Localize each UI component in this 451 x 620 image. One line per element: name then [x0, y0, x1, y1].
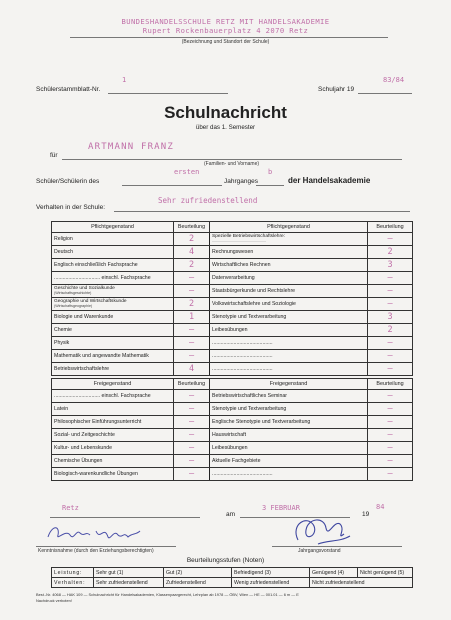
verhalten-4: Nicht zufriedenstellend — [310, 578, 413, 588]
stammblatt-label: Schülerstammblatt-Nr. — [36, 86, 101, 93]
frei-col-grade-right: Beurteilung — [368, 379, 413, 390]
subject-name: Religion — [54, 236, 73, 242]
grade-cell: 3 — [368, 259, 413, 272]
legend-title: Beurteilungsstufen (Noten) — [186, 557, 265, 564]
parent-signature-line — [36, 546, 176, 547]
grade-cell: – — [368, 390, 413, 403]
schuljahr-line — [358, 93, 412, 94]
place-line — [50, 517, 200, 518]
jahrgang-letter: b — [268, 168, 273, 176]
subject-label — [210, 350, 368, 363]
grade-cell: – — [368, 403, 413, 416]
vorstand-caption: Jahrgangsvorstand — [298, 548, 341, 554]
subject-label — [52, 468, 174, 481]
footer-date: 3 FEBRUAR — [262, 504, 300, 512]
table-row — [52, 468, 413, 481]
subject-label — [52, 350, 174, 363]
subject-label — [210, 285, 368, 298]
table-row — [52, 416, 413, 429]
table-row — [52, 311, 413, 324]
subject-name: Geschichte und Sozialkunde — [54, 286, 115, 291]
subject-name: Aktuelle Fachgebiete — [212, 458, 261, 464]
subject-label — [210, 259, 368, 272]
subject-label — [52, 403, 174, 416]
leistung-2: Gut (2) — [164, 568, 232, 578]
subject-label — [52, 298, 174, 311]
subject-name: Hauswirtschaft — [212, 432, 247, 438]
subject-label — [52, 337, 174, 350]
grade-cell: – — [174, 285, 210, 298]
legend-leistung-row — [52, 568, 413, 578]
table-row — [52, 233, 413, 246]
year-prefix: 19 — [362, 511, 370, 518]
grade-cell: – — [174, 429, 210, 442]
subject-label — [210, 272, 368, 285]
grade-cell: – — [368, 468, 413, 481]
grade-cell: – — [368, 337, 413, 350]
pflicht-table — [51, 221, 413, 376]
grade-cell: – — [174, 416, 210, 429]
table-row — [52, 442, 413, 455]
teacher-signature — [284, 510, 364, 550]
subject-label — [210, 455, 368, 468]
leistung-label: Leistung: — [52, 568, 94, 578]
school-caption: (Bezeichnung und Standort der Schule) — [181, 39, 270, 45]
grade-cell: – — [174, 455, 210, 468]
schuljahr-label: Schuljahr 19 — [318, 86, 355, 93]
pflicht-header-row — [52, 222, 413, 233]
subject-label — [52, 246, 174, 259]
subject-name: Stenotypie und Textverarbeitung — [212, 406, 287, 412]
subject-name: Chemische Übungen — [54, 458, 103, 464]
subject-label — [52, 233, 174, 246]
subject-name: ................................ einschl. Fachsprache — [54, 393, 151, 399]
jahrgang-label: Jahrganges — [224, 178, 258, 185]
table-row — [52, 350, 413, 363]
verhalten-3: Wenig zufriedenstellend — [232, 578, 310, 588]
table-row — [52, 455, 413, 468]
school-type: der Handelsakademie — [288, 176, 371, 185]
grade-cell: 2 — [368, 246, 413, 259]
subject-name: Latein — [54, 406, 69, 412]
subject-label — [52, 285, 174, 298]
verhalten-2: Zufriedenstellend — [164, 578, 232, 588]
subject-label — [210, 311, 368, 324]
jahrgang-value: ersten — [174, 168, 200, 176]
subject-name: Sozial- und Zeitgeschichte — [54, 432, 115, 438]
subject-name: Mathematik und angewandte Mathematik — [54, 353, 149, 359]
subject-name: Betriebswirtschaftslehre — [54, 366, 110, 372]
fuer-label: für — [50, 152, 58, 159]
subject-name: .......................................... — [212, 471, 273, 477]
grade-cell: – — [174, 442, 210, 455]
subject-name: Physik — [54, 340, 70, 346]
subject-label — [210, 246, 368, 259]
grade-cell: – — [368, 272, 413, 285]
pflicht-col-grade-right: Beurteilung — [368, 222, 413, 233]
subject-name: Staatsbürgerkunde und Rechtslehre — [212, 288, 296, 294]
table-row — [52, 285, 413, 298]
subject-name: Kultur- und Lebenskunde — [54, 445, 112, 451]
subject-label — [52, 390, 174, 403]
verhalten-label: Verhalten in der Schule: — [36, 204, 106, 211]
subject-label — [210, 429, 368, 442]
verhalten-value: Sehr zufriedenstellend — [158, 196, 258, 205]
grade-cell: 4 — [174, 246, 210, 259]
grade-cell: – — [174, 324, 210, 337]
grade-cell: – — [368, 233, 413, 246]
name-caption: (Familien- und Vorname) — [204, 161, 260, 167]
grade-cell: – — [368, 416, 413, 429]
legend-verhalten-row — [52, 578, 413, 588]
grade-cell: 2 — [174, 259, 210, 272]
subject-name: Englisch einschließlich Fachsprache — [54, 262, 138, 268]
year-value: 84 — [376, 503, 385, 511]
subject-label — [210, 416, 368, 429]
subject-subtitle: (Wirtschaftsgeschichte) — [54, 291, 92, 295]
grade-cell: – — [174, 403, 210, 416]
leistung-3: Befriedigend (3) — [232, 568, 310, 578]
leistung-1: Sehr gut (1) — [94, 568, 164, 578]
subject-subtitle: ...................................................... — [212, 239, 266, 243]
subject-name: .......................................... — [212, 366, 273, 372]
stammblatt-line — [108, 93, 228, 94]
subject-label — [210, 337, 368, 350]
subject-label — [52, 442, 174, 455]
grade-cell: – — [368, 285, 413, 298]
grade-cell: 2 — [368, 324, 413, 337]
kenntnis-caption: Kenntnisnahme (durch den Erziehungsberechtigten) — [38, 548, 154, 554]
frei-col-grade: Beurteilung — [174, 379, 210, 390]
subject-name: Betriebswirtschaftliches Seminar — [212, 393, 287, 399]
subject-name: Spezielle Betriebswirtschaftslehre: — [212, 234, 286, 239]
subject-name: Wirtschaftliches Rechnen — [212, 262, 271, 268]
frei-header-row — [52, 379, 413, 390]
student-name: ARTMANN FRANZ — [88, 142, 175, 152]
subject-label — [210, 403, 368, 416]
grade-cell: – — [174, 350, 210, 363]
pflicht-col-grade: Beurteilung — [174, 222, 210, 233]
school-name-line: BUNDESHANDELSSCHULE RETZ MIT HANDELSAKADEMIE — [121, 17, 330, 26]
jahrgang-line — [122, 185, 222, 186]
stammblatt-number: 1 — [122, 76, 127, 84]
table-row — [52, 390, 413, 403]
pflicht-col-subject-right: Pflichtgegenstand — [210, 222, 368, 233]
grade-cell: – — [174, 272, 210, 285]
grade-cell: – — [368, 455, 413, 468]
jahrgang-letter-line — [256, 185, 284, 186]
subject-name: Stenotypie und Textverarbeitung — [212, 314, 287, 320]
subject-label — [52, 259, 174, 272]
school-address-line: Rupert Rockenbauerplatz 4 2070 Retz — [142, 25, 309, 35]
frei-col-subject-right: Freigegenstand — [210, 379, 368, 390]
legend-table — [51, 567, 413, 588]
grade-cell: 2 — [174, 233, 210, 246]
table-row — [52, 337, 413, 350]
grade-cell: – — [368, 350, 413, 363]
subject-label — [52, 416, 174, 429]
subject-label — [52, 455, 174, 468]
frei-col-subject: Freigegenstand — [52, 379, 174, 390]
subject-label — [210, 298, 368, 311]
grade-cell: – — [174, 468, 210, 481]
subject-label — [52, 311, 174, 324]
leistung-4: Genügend (4) — [310, 568, 358, 578]
table-row — [52, 246, 413, 259]
subject-name: Chemie — [54, 327, 72, 333]
subject-name: Philosophischer Einführungsunterricht — [54, 419, 142, 425]
subject-name: .......................................... — [212, 353, 273, 359]
table-row — [52, 324, 413, 337]
fineprint-2: Nachdruck verboten! — [36, 598, 72, 603]
subject-name: Biologisch-warenkundliche Übungen — [54, 471, 138, 477]
subject-name: .......................................... — [212, 340, 273, 346]
pflicht-col-subject: Pflichtgegenstand — [52, 222, 174, 233]
grade-cell: 2 — [174, 298, 210, 311]
grade-cell: – — [368, 298, 413, 311]
table-row — [52, 259, 413, 272]
frei-table — [51, 378, 413, 481]
grade-cell: – — [174, 337, 210, 350]
subject-label — [210, 363, 368, 376]
grade-cell: – — [368, 442, 413, 455]
grade-cell: 3 — [368, 311, 413, 324]
subject-label — [52, 363, 174, 376]
table-row — [52, 363, 413, 376]
grade-cell: 1 — [174, 311, 210, 324]
subject-label — [210, 442, 368, 455]
parent-signature — [44, 521, 164, 545]
subject-label — [210, 324, 368, 337]
school-name — [0, 18, 451, 35]
grade-cell: 4 — [174, 363, 210, 376]
grade-cell: – — [174, 390, 210, 403]
page-subtitle: über das 1. Semester — [195, 124, 256, 131]
page-title: Schulnachricht — [164, 103, 287, 122]
subject-label — [52, 429, 174, 442]
grade-cell: – — [368, 429, 413, 442]
table-row — [52, 403, 413, 416]
subject-label — [210, 390, 368, 403]
footer-place: Retz — [62, 504, 79, 512]
verhalten-legend-label: Verhalten: — [52, 578, 94, 588]
grade-cell: – — [368, 363, 413, 376]
subject-label — [210, 233, 368, 246]
teacher-signature-line — [272, 546, 402, 547]
school-underline — [70, 37, 388, 38]
subject-name: Leibesübungen — [212, 327, 248, 333]
subject-label — [52, 272, 174, 285]
subject-name: ................................ einschl. Fachsprache — [54, 275, 151, 281]
subject-name: Datenverarbeitung — [212, 275, 255, 281]
subject-label — [210, 468, 368, 481]
name-line — [62, 159, 402, 160]
leistung-5: Nicht genügend (5) — [358, 568, 413, 578]
verhalten-1: Sehr zufriedenstellend — [94, 578, 164, 588]
am-label: am — [226, 511, 236, 518]
subject-name: Biologie und Warenkunde — [54, 314, 114, 320]
table-row — [52, 429, 413, 442]
subject-name: Deutsch — [54, 249, 74, 255]
subject-name: Volkswirtschaftslehre und Soziologie — [212, 301, 296, 307]
schueler-label: Schüler/Schülerin des — [36, 178, 100, 185]
subject-label — [52, 324, 174, 337]
subject-subtitle: (Wirtschaftsgeographie) — [54, 304, 93, 308]
table-row — [52, 298, 413, 311]
fineprint: Best.-Nr. 4068 — HAK 109 — Schulnachricht für Handelsakademien, Klassenpaargerecht, Lehrplan ab 1978 — ÖBV, Wien — HE — 001.01 — 6 m — E — [36, 592, 299, 597]
verhalten-line — [114, 211, 410, 212]
subject-name: Englische Stenotypie und Textverarbeitung — [212, 419, 311, 425]
subject-name: Rechnungswesen — [212, 249, 254, 255]
schuljahr-value: 83/84 — [383, 76, 405, 84]
table-row — [52, 272, 413, 285]
subject-name: Leibesübungen — [212, 445, 248, 451]
subject-name: Geographie und Wirtschaftskunde — [54, 299, 127, 304]
